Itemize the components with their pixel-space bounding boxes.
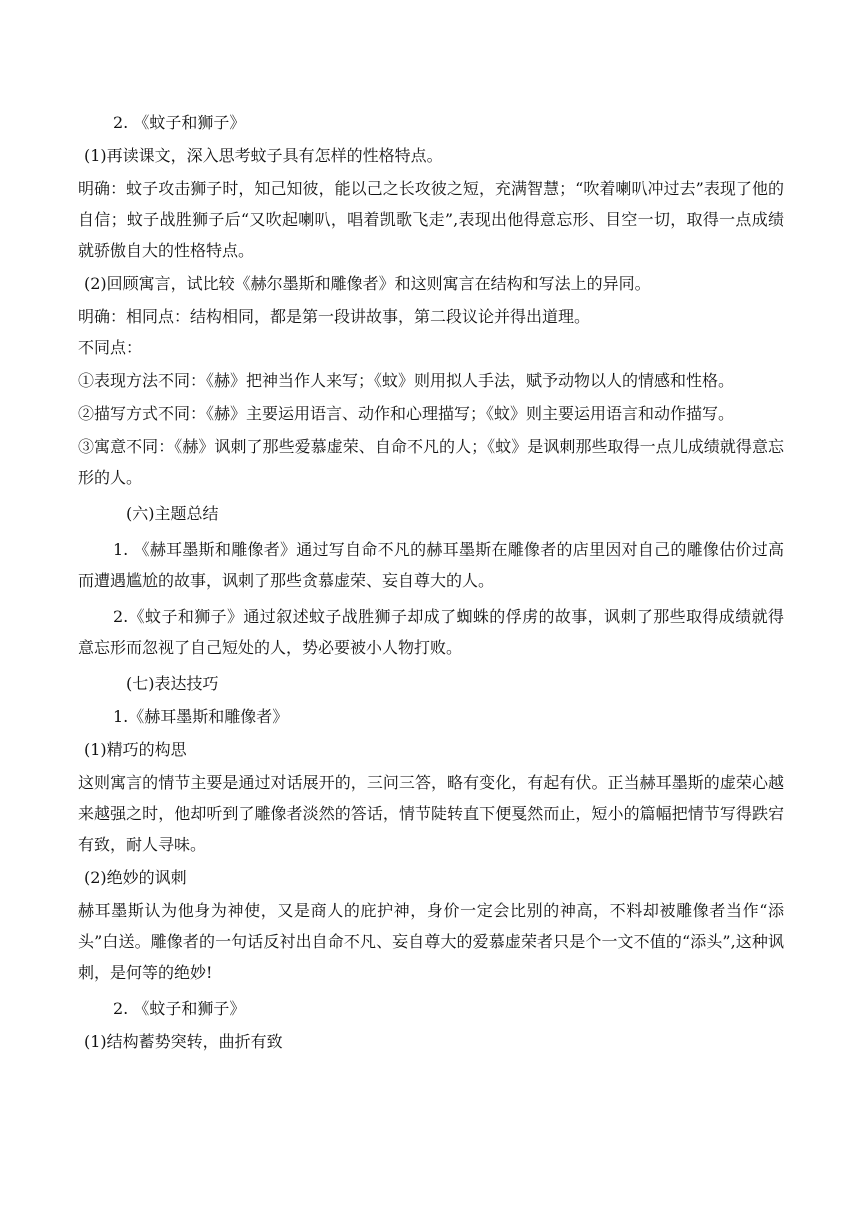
- subpoint-satire: (2)绝妙的讽刺: [84, 868, 187, 887]
- paragraph-satire: 赫耳墨斯认为他身为神使，又是商人的庇护神，身价一定会比别的神高，不料却被雕像者当作“添头”白送。雕像者的一句话反衬出自命不凡、妄自尊大的爱慕虚荣者只是个一文不值的“添头”,这种讽刺，是何等的绝妙!: [78, 901, 784, 982]
- subheading-hermes: 1.《赫耳墨斯和雕像者》: [113, 707, 289, 726]
- subpoint-clever-conception: (1)精巧的构思: [84, 740, 187, 759]
- difference-item-3: ③寓意不同：《赫》讽刺了那些爱慕虚荣、自命不凡的人；《蚊》是讽刺那些取得一点儿成绩就得意忘形的人。: [78, 437, 784, 487]
- paragraph-conception: 这则寓言的情节主要是通过对话展开的，三问三答，略有变化，有起有伏。正当赫耳墨斯的虚荣心越来越强之时，他却听到了雕像者淡然的答话，情节陡转直下便戛然而止，短小的篇幅把情节写得跌宕有致，耐人寻味。: [78, 773, 784, 854]
- answer-2-difference-label: 不同点：: [78, 338, 143, 357]
- difference-item-2: ②描写方式不同：《赫》主要运用语言、动作和心理描写；《蚊》则主要运用语言和动作描写。: [78, 404, 735, 423]
- subpoint-structure: (1)结构蓄势突转，曲折有致: [84, 1032, 283, 1051]
- difference-item-1: ①表现方法不同：《赫》把神当作人来写；《蚊》则用拟人手法，赋予动物以人的情感和性格。: [78, 371, 735, 390]
- theme-summary-1: 1. 《赫耳墨斯和雕像者》通过写自命不凡的赫耳墨斯在雕像者的店里因对自己的雕像估价过高而遭遇尴尬的故事，讽刺了那些贪慕虚荣、妄自尊大的人。: [78, 540, 784, 590]
- section-heading-mosquito-lion: 2. 《蚊子和狮子》: [113, 113, 246, 132]
- section-heading-theme-summary: (六)主题总结: [126, 504, 219, 523]
- question-1: (1)再读课文，深入思考蚊子具有怎样的性格特点。: [84, 146, 443, 165]
- answer-2-similarity: 明确：相同点：结构相同，都是第一段讲故事，第二段议论并得出道理。: [78, 307, 591, 326]
- answer-1: 明确：蚊子攻击狮子时，知己知彼，能以己之长攻彼之短，充满智慧；“吹着喇叭冲过去”表现了他的自信；蚊子战胜狮子后“又吹起喇叭，唱着凯歌飞走”,表现出他得意忘形、目空一切，取得一点成绩就骄傲自大的性格特点。: [78, 179, 784, 260]
- section-heading-expression-skills: (七)表达技巧: [126, 674, 219, 693]
- document-body: [78, 107, 784, 1057]
- theme-summary-2: 2.《蚊子和狮子》通过叙述蚊子战胜狮子却成了蜘蛛的俘虏的故事，讽刺了那些取得成绩就得意忘形而忽视了自己短处的人，势必要被小人物打败。: [78, 607, 784, 657]
- subheading-mosquito-lion: 2. 《蚊子和狮子》: [113, 999, 246, 1018]
- question-2: (2)回顾寓言，试比较《赫尔墨斯和雕像者》和这则寓言在结构和写法上的异同。: [84, 274, 651, 293]
